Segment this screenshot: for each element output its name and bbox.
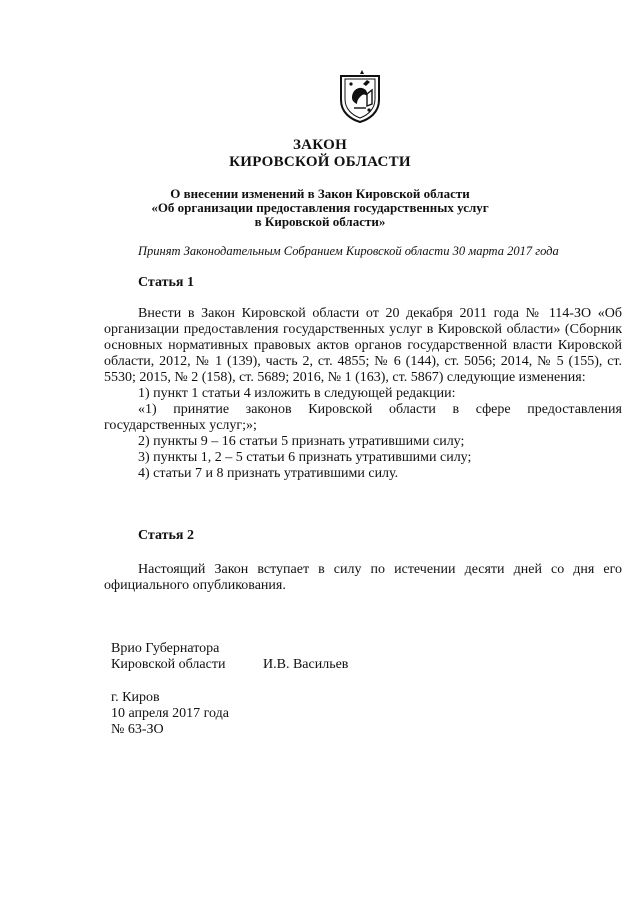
article-2-heading: Статья 2: [138, 528, 194, 543]
law-subject-line3: в Кировской области»: [254, 214, 386, 229]
signer-position-line2: Кировской области: [111, 657, 226, 672]
article-2-body: [104, 562, 622, 594]
signature-block: [111, 641, 349, 673]
law-subject: [0, 187, 640, 229]
article-1-item-1: 1) пункт 1 статьи 4 изложить в следующей редакции:: [138, 386, 456, 401]
law-subject-line2: «Об организации предоставления государственных услуг: [151, 200, 489, 215]
issue-date: 10 апреля 2017 года: [111, 706, 229, 721]
article-1-item-2: 2) пункты 9 – 16 статьи 5 признать утратившими силу;: [138, 434, 465, 449]
coat-of-arms-icon: [337, 70, 383, 124]
adoption-note: Принят Законодательным Собранием Кировской области 30 марта 2017 года: [138, 244, 559, 258]
article-1-intro: Внести в Закон Кировской области от 20 декабря 2011 года № 114-ЗО «Об организации предоставления государственных услуг в Кировской области» (Сборник основных нормативных правовых актов органов государственной власти Кировской области, 2012, № 1 (139), часть 2, ст. 4855; № 6 (144), ст. 5056; 2014, № 5 (155), ст. 5530; 2015, № 2 (158), ст. 5689; 2016, № 1 (163), ст. 5867) следующие изменения:: [104, 306, 622, 385]
issue-place: г. Киров: [111, 690, 160, 705]
law-number: № 63-ЗО: [111, 722, 164, 737]
law-subject-line1: О внесении изменений в Закон Кировской области: [170, 186, 470, 201]
article-1-item-1-quote: «1) принятие законов Кировской области в сфере предоставления государственных услуг;»;: [104, 402, 622, 433]
article-1-heading: Статья 1: [138, 275, 194, 290]
article-1-item-4: 4) статьи 7 и 8 признать утратившими силу.: [138, 466, 399, 481]
law-title-line2: КИРОВСКОЙ ОБЛАСТИ: [229, 154, 411, 170]
law-title: [0, 137, 640, 171]
issue-details: [111, 690, 229, 738]
signer-name: И.В. Васильев: [263, 657, 349, 672]
article-1-body: [104, 306, 622, 482]
signer-position-line1: Врио Губернатора: [111, 641, 220, 656]
law-title-line1: ЗАКОН: [292, 137, 348, 153]
article-1-item-3: 3) пункты 1, 2 – 5 статьи 6 признать утратившими силу;: [138, 450, 472, 465]
article-2-text: Настоящий Закон вступает в силу по истечении десяти дней со дня его официального опубликования.: [104, 562, 622, 593]
